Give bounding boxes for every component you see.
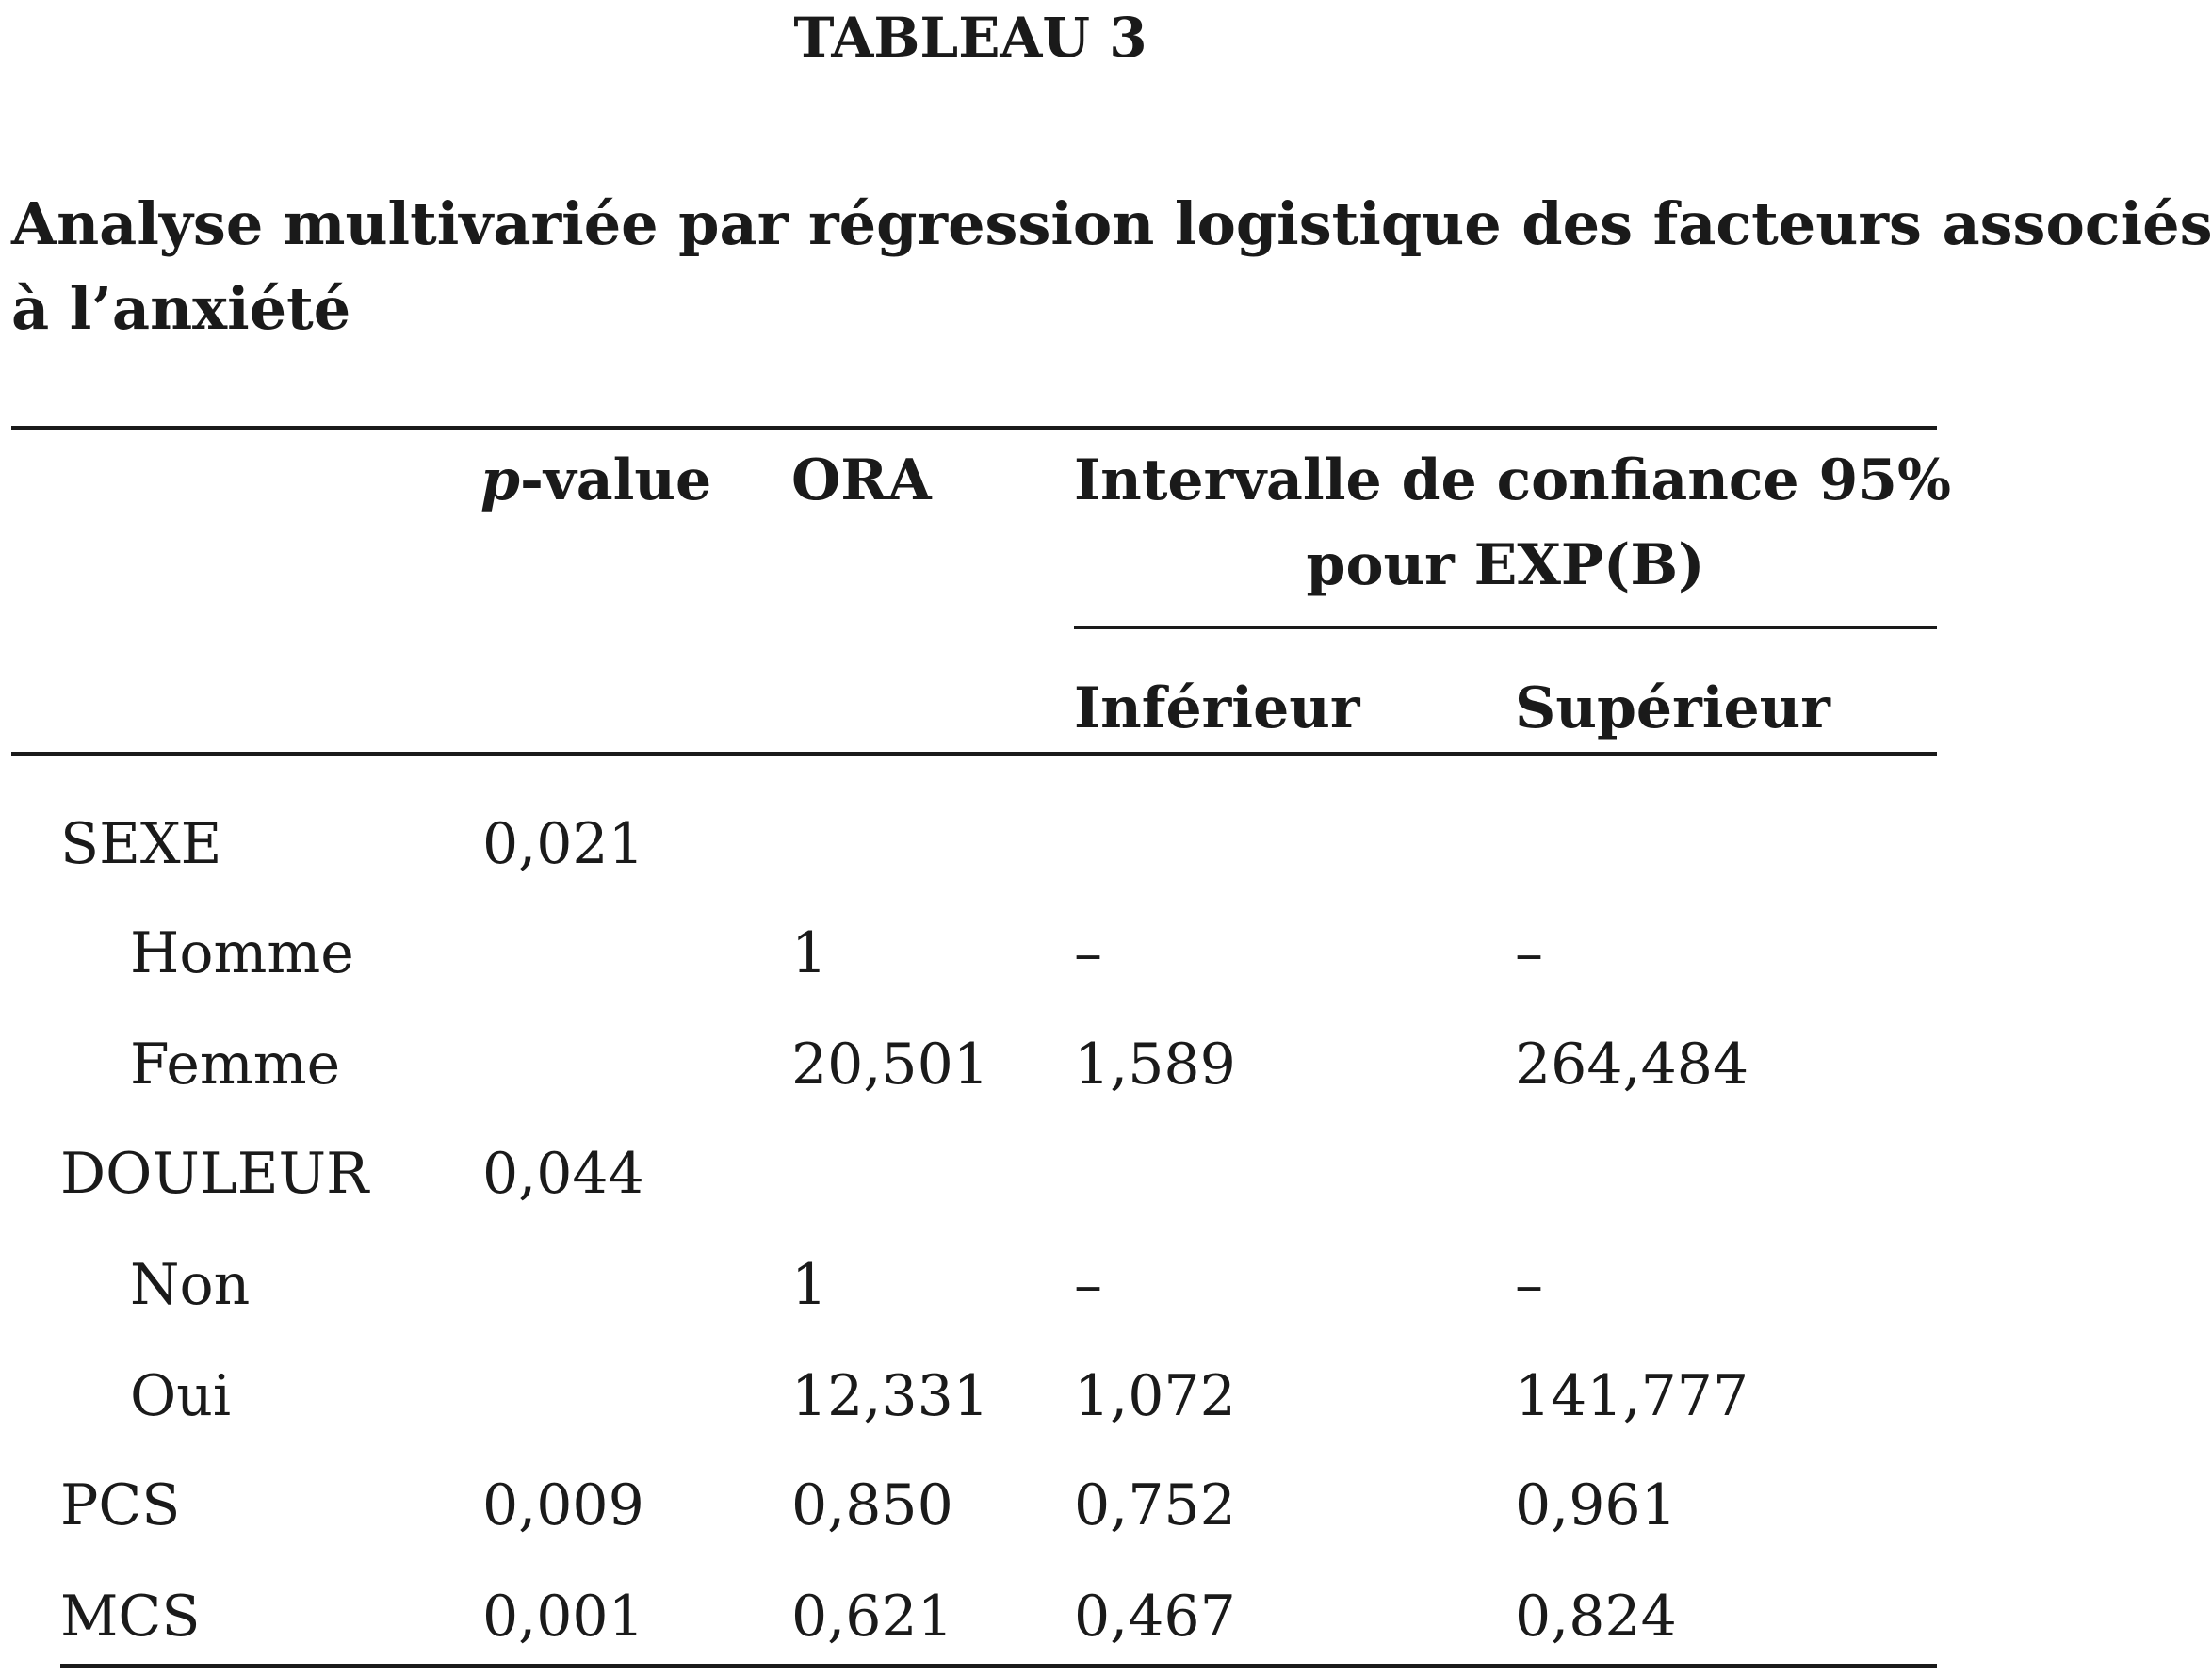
header-bottom-rule <box>11 752 1937 756</box>
header-upper: Supérieur <box>1515 675 1830 741</box>
row-label: MCS <box>60 1584 201 1650</box>
row-ora: 1 <box>791 920 828 986</box>
header-ci-line-2: pour EXP(B) <box>1306 532 1705 598</box>
header-pvalue <box>480 443 711 518</box>
row-label: Non <box>130 1252 251 1318</box>
row-label: SEXE <box>60 811 222 877</box>
row-ora: 12,331 <box>791 1363 989 1429</box>
header-pvalue-suffix: -value <box>519 447 712 513</box>
row-lower: 0,467 <box>1074 1584 1236 1650</box>
row-lower: 1,072 <box>1074 1363 1236 1429</box>
row-upper: – <box>1515 1252 1543 1318</box>
row-label: Homme <box>130 920 354 986</box>
table-caption-line-1: Analyse multivariée par régression logistique des facteurs associés <box>11 189 2212 258</box>
row-label: Oui <box>130 1363 232 1429</box>
row-pvalue: 0,044 <box>482 1141 644 1207</box>
row-upper: 141,777 <box>1515 1363 1749 1429</box>
header-lower: Inférieur <box>1074 675 1360 741</box>
row-lower: 0,752 <box>1074 1473 1236 1538</box>
header-pvalue-prefix: p <box>480 447 520 513</box>
row-lower: – <box>1074 920 1102 986</box>
row-upper: 264,484 <box>1515 1032 1749 1098</box>
table-number: TABLEAU 3 <box>793 6 1147 70</box>
row-ora: 1 <box>791 1252 828 1318</box>
ci-header-rule <box>1074 626 1937 629</box>
row-label: Femme <box>130 1032 341 1098</box>
row-lower: – <box>1074 1252 1102 1318</box>
table-bottom-rule <box>60 1664 1937 1668</box>
row-ora: 0,621 <box>791 1584 953 1650</box>
header-ora: ORA <box>791 447 932 513</box>
row-pvalue: 0,009 <box>482 1473 644 1538</box>
row-upper: 0,961 <box>1515 1473 1677 1538</box>
row-upper: – <box>1515 920 1543 986</box>
row-pvalue: 0,001 <box>482 1584 644 1650</box>
row-ora: 0,850 <box>791 1473 953 1538</box>
header-ci-line-1: Intervalle de confiance 95% <box>1074 447 1951 513</box>
row-upper: 0,824 <box>1515 1584 1677 1650</box>
table-top-rule <box>11 426 1937 430</box>
row-pvalue: 0,021 <box>482 811 644 877</box>
row-label: DOULEUR <box>60 1141 369 1207</box>
row-ora: 20,501 <box>791 1032 989 1098</box>
table-caption-line-2: à l’anxiété <box>11 274 351 343</box>
row-label: PCS <box>60 1473 181 1538</box>
row-lower: 1,589 <box>1074 1032 1236 1098</box>
